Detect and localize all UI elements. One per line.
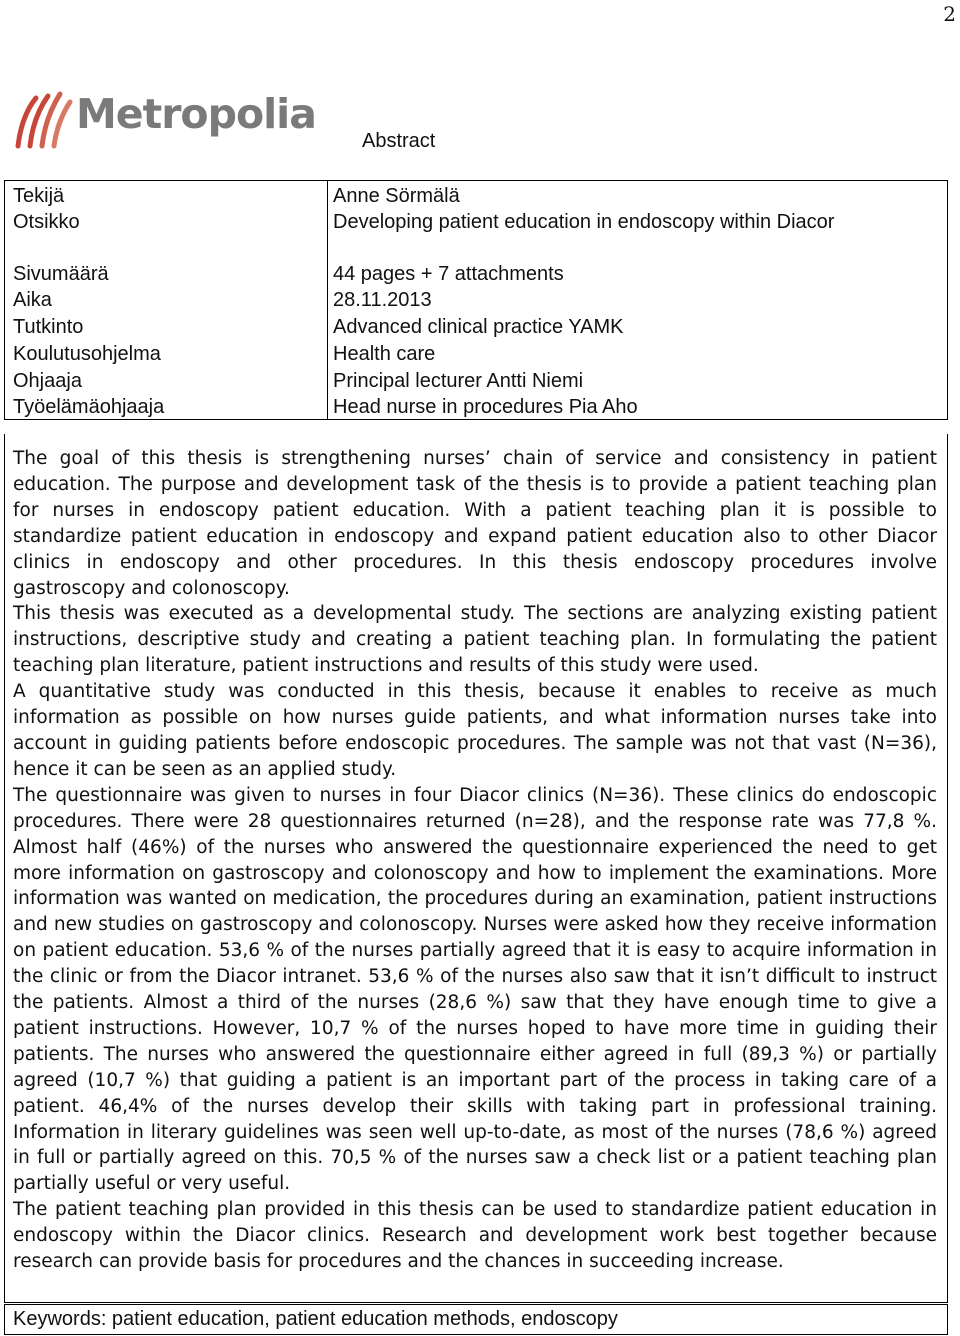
abstract-paragraph: The questionnaire was given to nurses in four Diacor clinics (N=36). These clinics do endoscopic procedures. There were 28 questionnaires returned (n=28), and the response rate was 77,8 %. Almost half (46%) of the nurses who answered the questionnaire experienced the need to get more information on gastroscopy and colonoscopy and how to implement the examinations. More information was wanted on medication, the procedures during an examination, patient instructions and new studies on gastroscopy and colonoscopy. Nurses were asked how they receive information on patient education. 53,6 % of the nurses partially agreed that it is easy to acquire information in the clinic or from the Diacor intranet. 53,6 % of the nurses also saw that it isn’t difficult to instruct the patients. Almost a third of the nurses (28,6 %) saw that they have enough time to give a patient instructions. However, 10,7 % of the nurses hoped to have more time in guiding their patients. The nurses who answered the questionnaire either agreed in full (89,3 %) or partially agreed (10,7 %) that guiding a patient is an important part of the process in taking care of a patient. 46,4% of the nurses develop their skills with taking part in professional training. Information in literary guidelines was seen well up-to-date, as most of the nurses (78,6 %) agreed in full or partially agreed on this. 70,5 % of the nurses saw a check list or a patient teaching plan partially useful or very useful. — [13, 784, 937, 1195]
abstract-paragraph: This thesis was executed as a developmental study. The sections are analyzing existing patient instructions, descriptive study and creating a patient teaching plan. In formulating the patient teaching plan literature, patient instructions and results of this study were used. — [13, 603, 937, 677]
metadata-value: Developing patient education in endoscopy within Diacor — [333, 211, 835, 233]
metadata-key: Koulutusohjelma — [13, 343, 161, 365]
metadata-value: Advanced clinical practice YAMK — [333, 316, 624, 338]
abstract-body-box — [4, 434, 948, 1303]
metadata-value: Health care — [333, 343, 436, 365]
metadata-value: 44 pages + 7 attachments — [333, 263, 564, 285]
metadata-key: Työelämäohjaaja — [13, 396, 165, 418]
abstract-body — [13, 446, 937, 1275]
metadata-key: Aika — [13, 289, 52, 311]
metadata-row-author — [5, 183, 947, 210]
abstract-paragraph: The goal of this thesis is strengthening nurses’ chain of service and consistency in patient education. The purpose and development task of the thesis is to provide a patient teaching plan for nurses in endoscopy patient education. With a patient teaching plan it is possible to standardize patient education in endoscopy and expand patient education also to other Diacor clinics in endoscopy and other procedures. In this thesis endoscopy procedures involve gastroscopy and colonoscopy. — [13, 448, 937, 599]
metadata-key: Ohjaaja — [13, 370, 82, 392]
metadata-key: Otsikko — [13, 211, 80, 233]
metadata-key: Sivumäärä — [13, 263, 109, 285]
metropolia-logo-text: Metropolia — [76, 90, 316, 138]
metadata-row-programme — [5, 341, 947, 368]
metadata-table — [4, 180, 948, 420]
metadata-value: 28.11.2013 — [333, 289, 432, 311]
abstract-paragraph: The patient teaching plan provided in this thesis can be used to standardize patient education in endoscopy within the Diacor clinics. Research and development work best together because research can provide basis for procedures and the chances in succeeding increase. — [13, 1199, 937, 1273]
metadata-key: Tutkinto — [13, 316, 84, 338]
metropolia-logo — [12, 88, 316, 150]
metadata-row-date — [5, 287, 947, 314]
metadata-key: Tekijä — [13, 185, 65, 207]
metropolia-logo-mark — [12, 88, 74, 150]
abstract-heading: Abstract — [362, 130, 436, 152]
keywords-box — [4, 1304, 948, 1335]
metadata-row-title — [5, 209, 947, 236]
abstract-paragraph: A quantitative study was conducted in this thesis, because it enables to receive as much information as possible on how nurses guide patients, and what information nurses take into account in guiding patients before endoscopic procedures. The sample was not that vast (N=36), hence it can be seen as an applied study. — [13, 681, 937, 780]
keywords-text: Keywords: patient education, patient education methods, endoscopy — [13, 1308, 618, 1330]
metadata-row-degree — [5, 314, 947, 341]
metadata-value: Principal lecturer Antti Niemi — [333, 370, 584, 392]
metadata-row-pages — [5, 261, 947, 288]
metadata-value: Head nurse in procedures Pia Aho — [333, 396, 638, 418]
page-number: 2 — [943, 2, 956, 26]
metadata-row-instructor — [5, 368, 947, 395]
metadata-value: Anne Sörmälä — [333, 185, 460, 207]
metadata-row-workplace-instructor — [5, 394, 947, 421]
